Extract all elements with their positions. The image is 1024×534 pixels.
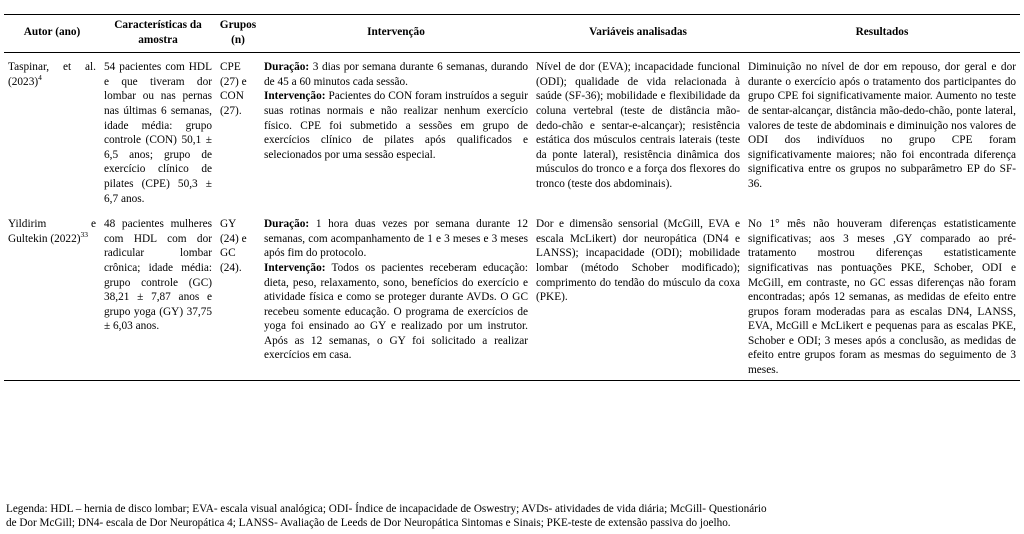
cell-author <box>4 53 100 208</box>
cell-results: Diminuição no nível de dor em repouso, dor geral e dor durante o exercício após o tratamento dos participantes do grupo CPE foi significativamente maior. Aumento no teste de sentar-alcançar, distância mão-dedo-chão, ponte lateral, valores de teste de abdominais e diminuição nos valores de ODI dos indivíduos no grupo CPE foram significativamente maiores; não foi encontrada diferença significativa entre os grupos no subparâmetro EP do SF-36. <box>748 61 1016 190</box>
cell-groups: CPE (27) e CON (27). <box>220 61 247 117</box>
reference-number: 4 <box>38 73 42 83</box>
legend-line-1: Legenda: HDL – hernia de disco lombar; EVA- escala visual analógica; ODI- Índice de incapacidade de Oswestry; AVDs- atividades de vida diária; McGill- Questionário <box>6 503 767 515</box>
table-row <box>4 53 1020 208</box>
duration-label: Duração: <box>264 218 310 231</box>
cell-sample: 54 pacientes com HDL e que tiveram dor lombar ou nas pernas nas últimas 6 semanas, idade média: grupo controle (CON) 50,1 ± 6,5 anos; grupo de exercício clínico de pilates (CPE) 50,3 ± 6,7 anos. <box>104 61 212 205</box>
duration-label: Duração: <box>264 61 310 74</box>
cell-sample: 48 pacientes mulheres com HDL com dor radicular lombar crônica; idade média: grupo controle (GC) 38,21 ± 7,87 anos e grupo yoga (GY) 37,75 ± 6,03 anos. <box>104 218 212 333</box>
cell-variables: Dor e dimensão sensorial (McGill, EVA e escala McLikert) dor neuropática (DN4 e LANSS); incapacidade (ODI); mobilidade lombar (método Schober modificado); comprimento do tendão do músculo da coxa (PKE). <box>536 218 740 304</box>
intervention-text: Pacientes do CON foram instruídos a seguir suas rotinas normais e não realizar nenhum exercício físico. CPE foi submetido a sessões em grupo de exercícios clínico de pilates após qualificados e selecionados por uma sessão especial. <box>264 90 528 161</box>
intervention-paragraph <box>264 261 528 363</box>
author-text: Yildirim e Gultekin (2022) <box>8 218 96 245</box>
cell-groups: GY (24) e GC (24). <box>220 218 247 274</box>
table-legend <box>6 503 1018 530</box>
cell-variables: Nível de dor (EVA); incapacidade funcional (ODI); qualidade de vida relacionada à saúde (SF-36); mobilidade e flexibilidade da coluna vertebral (teste de distância mão-dedo-chão e sentar-e-alcançar); resistência estática dos músculos centrais laterais (teste da ponte lateral), resistência dinâmica dos músculos do tronco e a força dos flexores do tronco (teste dos abdominais). <box>536 61 740 190</box>
intervention-label: Intervenção: <box>264 261 326 274</box>
reference-number: 33 <box>80 229 88 239</box>
intervention-paragraph <box>264 89 528 162</box>
intervention-label: Intervenção: <box>264 90 326 103</box>
intervention-text: Todos os pacientes receberam educação: dieta, peso, relaxamento, sono, benefícios do exercício e atividade física e como se proteger durante AVDs. O GC recebeu somente educação. O programa de exercícios de yoga foi ensinado ao GY e realizado por um instrutor. Após as 12 semanas, o GY foi solicitado a realizar exercícios em casa. <box>264 261 528 362</box>
header-results: Resultados <box>744 15 1020 53</box>
duration-text: 1 hora duas vezes por semana durante 12 semanas, com acompanhamento de 1 e 3 meses e 3 meses após fim do protocolo. <box>264 218 529 260</box>
table-header <box>4 15 1020 53</box>
header-intervention: Intervenção <box>260 15 532 53</box>
duration-paragraph <box>264 217 528 261</box>
author-text: Taspinar, et al. (2023) <box>8 61 96 88</box>
header-groups: Grupos (n) <box>216 15 260 53</box>
studies-table <box>4 14 1020 381</box>
header-sample: Características da amostra <box>100 15 216 53</box>
legend-line-2: de Dor McGill; DN4- escala de Dor Neuropática 4; LANSS- Avaliação de Leeds de Dor Neuropática Sintomas e Sinais; PKE-teste de extensão passiva do joelho. <box>6 516 731 529</box>
duration-paragraph <box>264 60 528 89</box>
table-row <box>4 208 1020 380</box>
cell-intervention <box>260 208 532 380</box>
cell-author <box>4 208 100 380</box>
header-author: Autor (ano) <box>4 15 100 53</box>
cell-results: No 1° mês não houveram diferenças estatisticamente significativas; aos 3 meses ,GY comparado ao pré-tratamento mostrou diferenças estatisticamente significativas nas pontuações PKE, Schober, ODI e McGill, em contraste, no GC essas diferenças não foram encontradas; após 12 semanas, as medidas de efeito entre grupos foram moderadas para as escalas DN4, LANSS, EVA, McGill e McLikert e pequenas para as escalas PKE, Schober e ODI; 3 meses após a conclusão, as medidas de efeito entre grupos foram as mesmas do seguimento de 3 meses. <box>748 218 1016 377</box>
duration-text: 3 dias por semana durante 6 semanas, durando de 45 a 60 minutos cada sessão. <box>264 61 529 88</box>
header-variables: Variáveis analisadas <box>532 15 744 53</box>
cell-intervention <box>260 53 532 208</box>
